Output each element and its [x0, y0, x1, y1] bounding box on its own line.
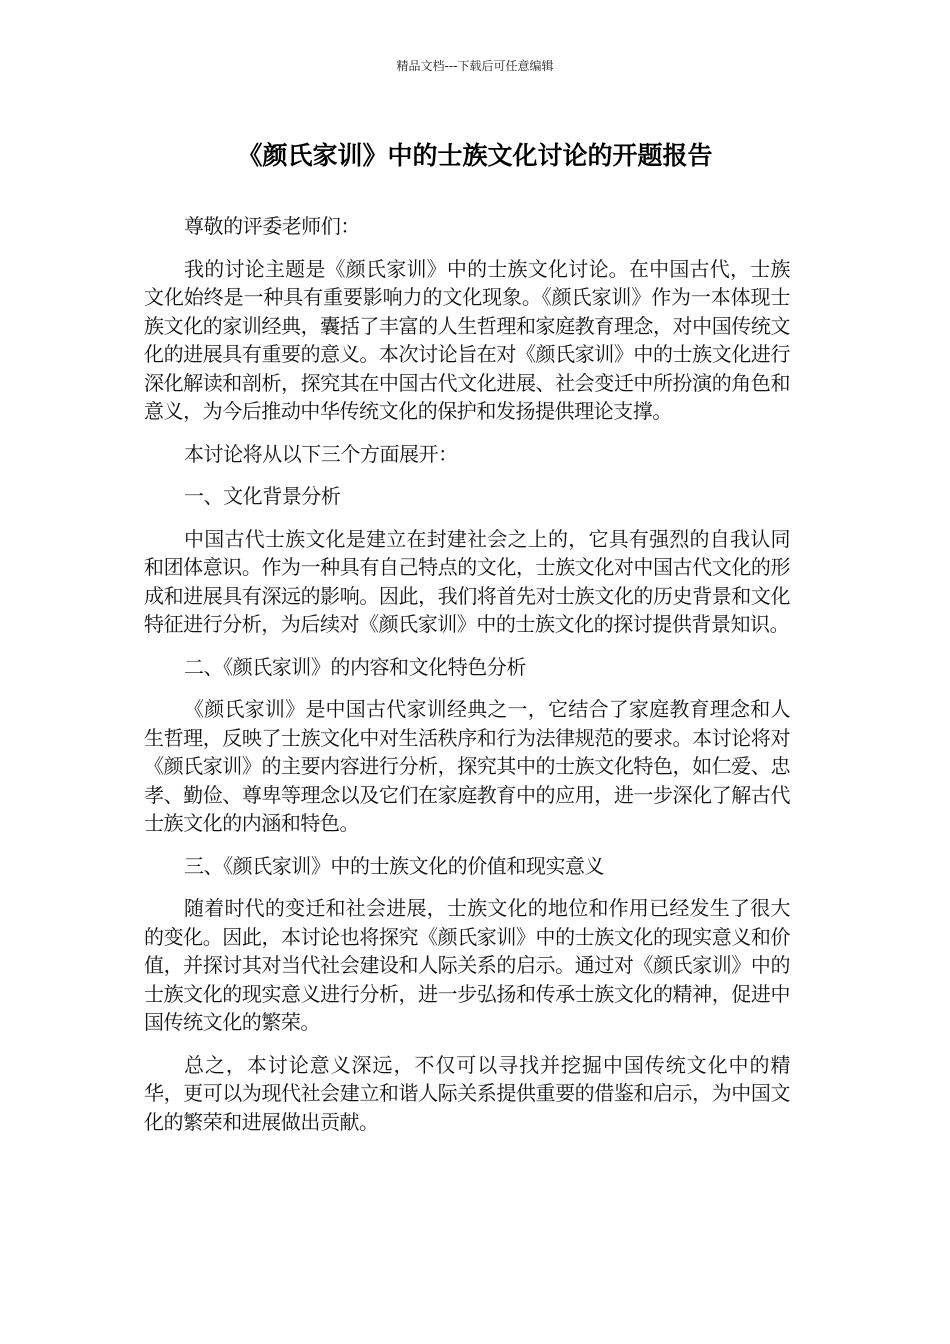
outline-intro: 本讨论将从以下三个方面展开： [184, 441, 458, 466]
section-heading-1: 一、文化背景分析 [184, 484, 341, 508]
page-header: 精品文档---下载后可任意编辑 [396, 59, 554, 73]
intro-paragraph: 我的讨论主题是《颜氏家训》中的士族文化讨论。在中国古代，士族文化始终是一种具有重要影响力的文化现象。《颜氏家训》作为一本体现士族文化的家训经典，囊括了丰富的人生哲理和家庭教育理念，对中国传统文化的进展具有重要的意义。本次讨论旨在对《颜氏家训》中的士族文化进行深化解读和剖析，探究其在中国古代文化进展、社会变迁中所扮演的角色和意义，为今后推动中华传统文化的保护和发扬提供理论支撑。 [144, 256, 790, 423]
section-paragraph-2: 《颜氏家训》是中国古代家训经典之一，它结合了家庭教育理念和人生哲理，反映了士族文化中对生活秩序和行为法律规范的要求。本讨论将对《颜氏家训》的主要内容进行分析，探究其中的士族文化特色，如仁爱、忠孝、勤俭、尊卑等理念以及它们在家庭教育中的应用，进一步深化了解古代士族文化的内涵和特色。 [144, 697, 790, 835]
document-body [144, 212, 790, 1150]
section-heading-3: 三、《颜氏家训》中的士族文化的价值和现实意义 [184, 853, 605, 878]
conclusion-paragraph: 总之，本讨论意义深远，不仅可以寻找并挖掘中国传统文化中的精华，更可以为现代社会建立和谐人际关系提供重要的借鉴和启示，为中国文化的繁荣和进展做出贡献。 [144, 1052, 790, 1134]
section-paragraph-3: 随着时代的变迁和社会进展，士族文化的地位和作用已经发生了很大的变化。因此，本讨论也将探究《颜氏家训》中的士族文化的现实意义和价值，并探讨其对当代社会建设和人际关系的启示。通过对《颜氏家训》中的士族文化的现实意义进行分析，进一步弘扬和传承士族文化的精神，促进中国传统文化的繁荣。 [144, 896, 790, 1034]
section-paragraph-1: 中国古代士族文化是建立在封建社会之上的，它具有强烈的自我认同和团体意识。作为一种具有自己特点的文化，士族文化对中国古代文化的形成和进展具有深远的影响。因此，我们将首先对士族文化的历史背景和文化特征进行分析，为后续对《颜氏家训》中的士族文化的探讨提供背景知识。 [144, 526, 790, 636]
salutation: 尊敬的评委老师们： [184, 214, 360, 238]
document-title: 《颜氏家训》中的士族文化讨论的开题报告 [237, 141, 713, 170]
section-heading-2: 二、《颜氏家训》的内容和文化特色分析 [184, 654, 526, 679]
